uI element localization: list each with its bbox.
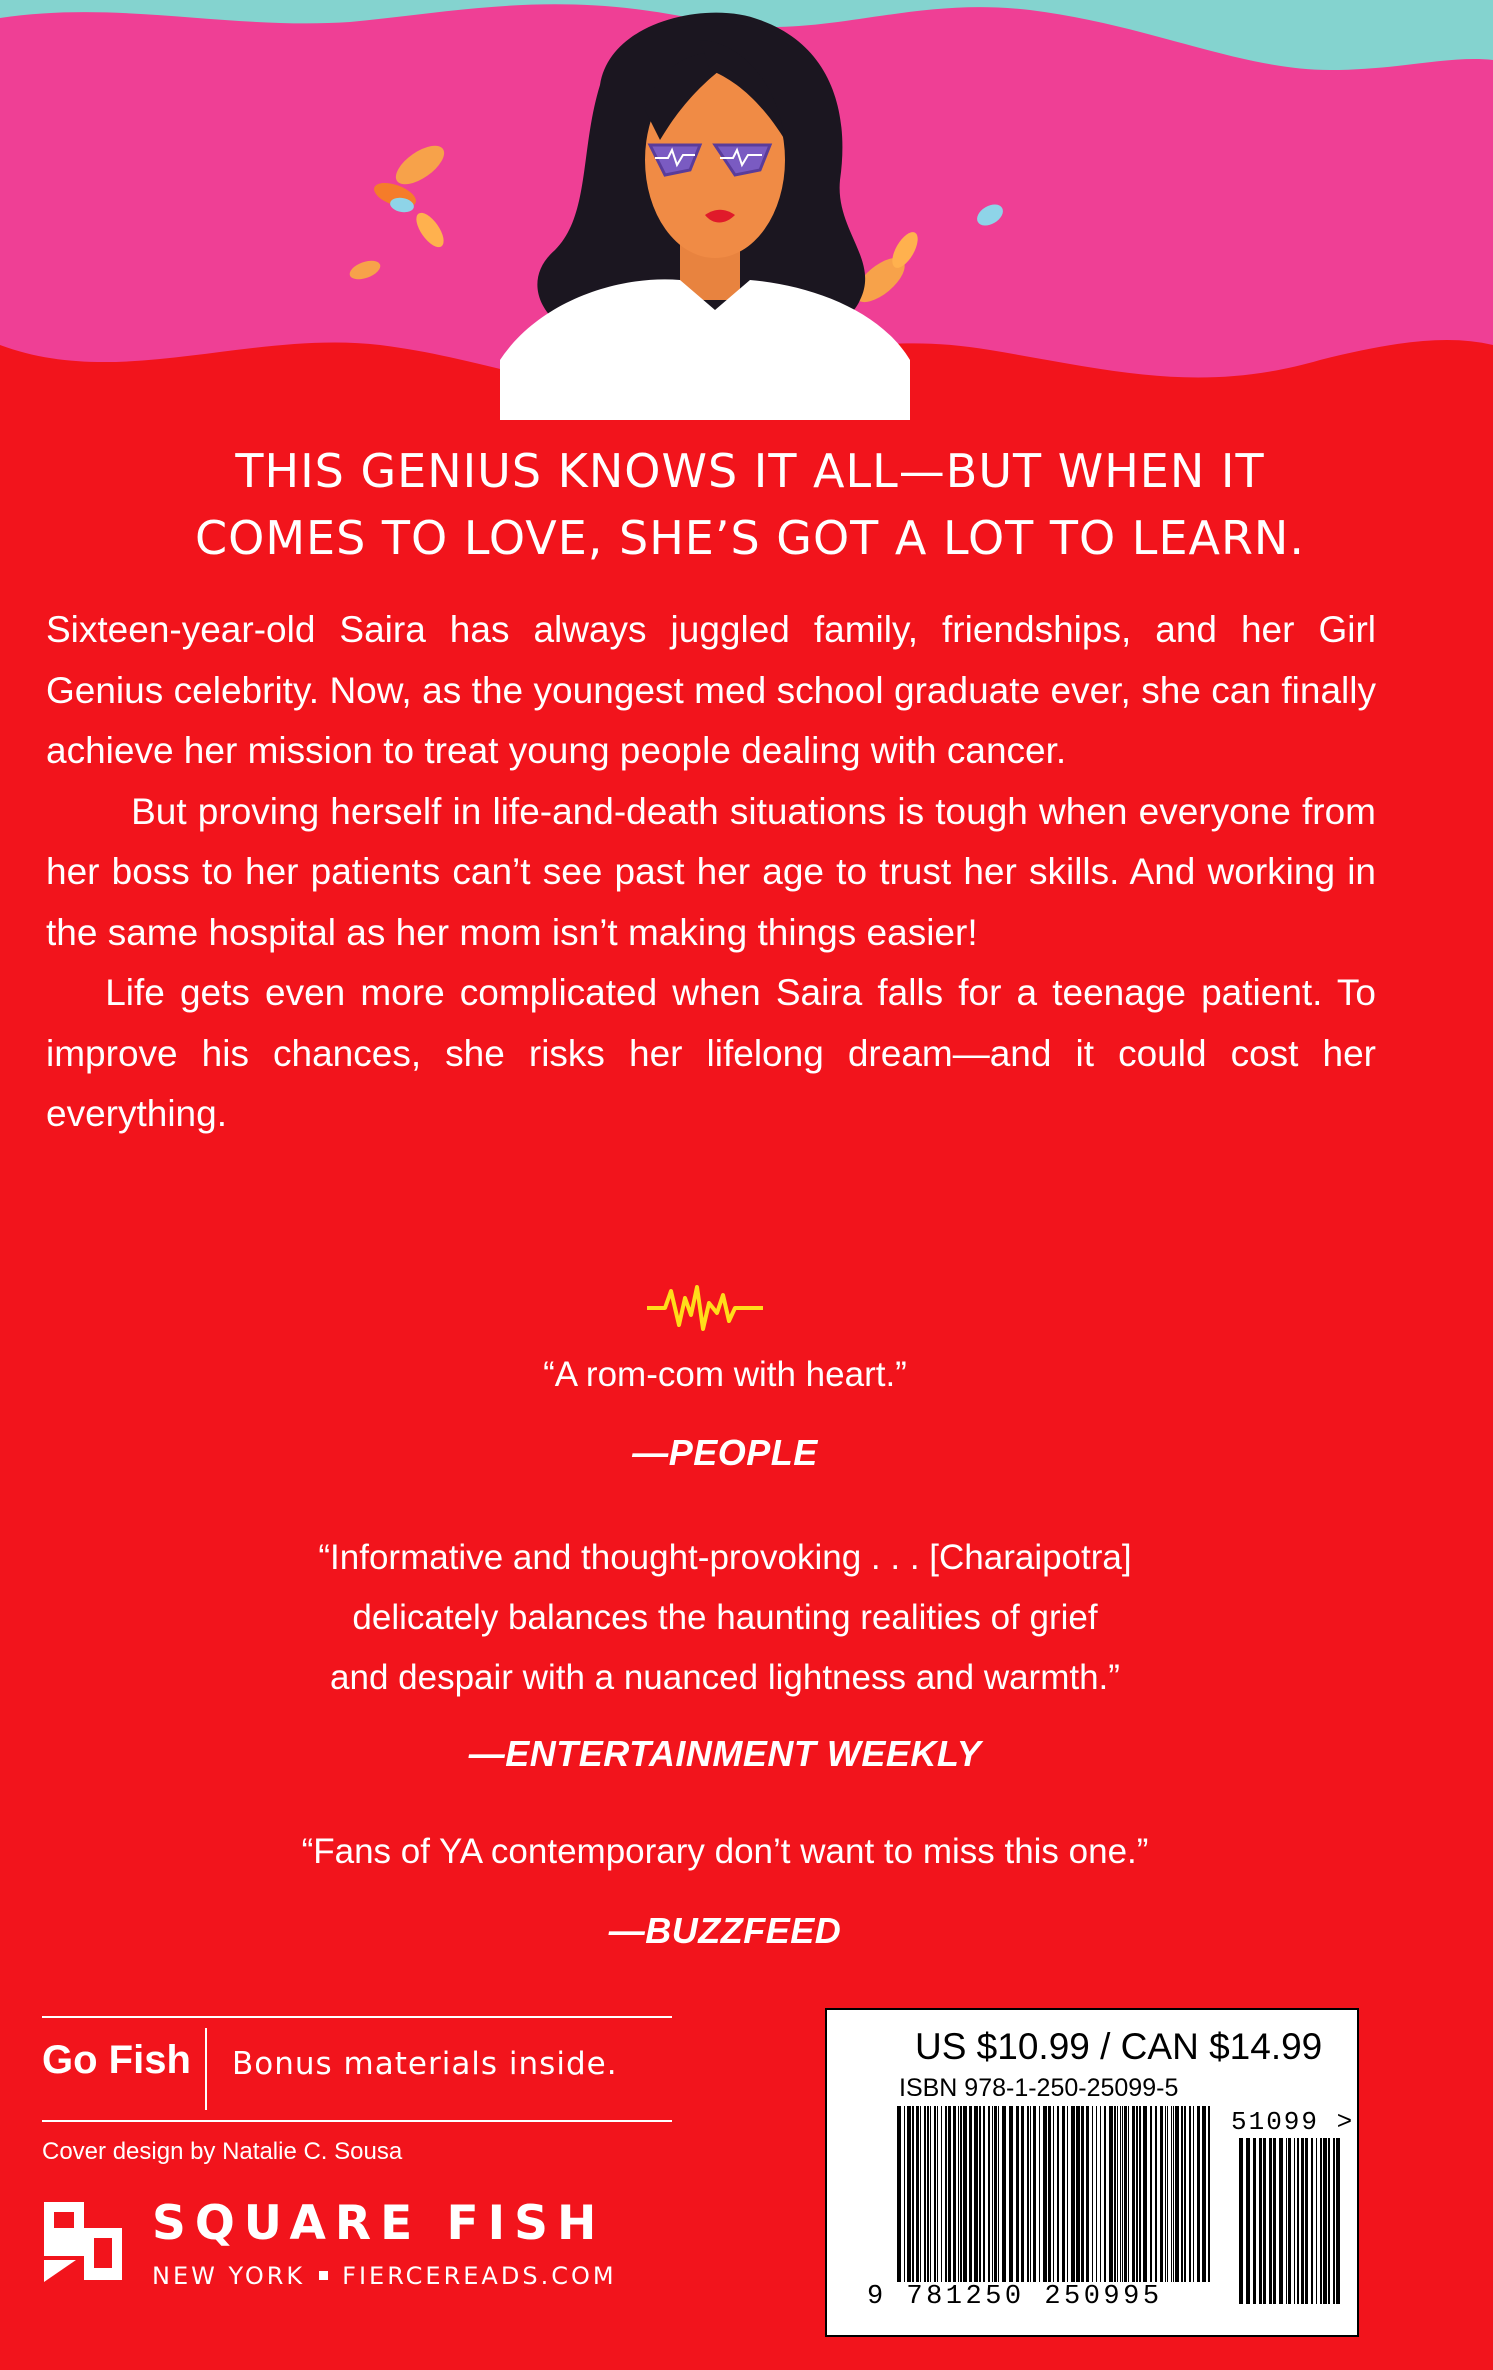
description-paragraph: But proving herself in life-and-death situations is tough when everyone from her boss to her patients can’t see past her age to trust her skills. And working in the same hospital as her mom isn’t making things easier! — [46, 790, 1376, 953]
barcode-bar — [1109, 2106, 1113, 2282]
barcode-bar — [979, 2106, 981, 2282]
barcode-bar — [1096, 2106, 1097, 2282]
barcode-bar — [924, 2106, 926, 2282]
barcode-bar — [1043, 2106, 1047, 2282]
barcode-bar — [1269, 2138, 1272, 2304]
barcode-bar — [927, 2106, 929, 2282]
barcode-bar — [1016, 2106, 1019, 2282]
review-source: —BUZZFEED — [608, 1910, 842, 1951]
separator-dot — [319, 2271, 328, 2280]
tagline — [100, 438, 1400, 572]
barcode-bar — [1208, 2106, 1210, 2282]
go-fish-text: Bonus materials inside. — [232, 2046, 618, 2082]
barcode-bar — [1193, 2106, 1194, 2282]
barcode-bar — [1048, 2106, 1051, 2282]
review-quote-line: and despair with a nuanced lightness and warmth.” — [330, 1658, 1120, 1697]
barcode-bar — [1002, 2106, 1006, 2282]
review-quote-line: delicately balances the haunting realities of grief — [352, 1598, 1098, 1637]
barcode-bar — [1128, 2106, 1129, 2282]
review-source: —PEOPLE — [632, 1432, 818, 1473]
barcode-bar — [1143, 2106, 1147, 2282]
cover-credit: Cover design by Natalie C. Sousa — [42, 2138, 403, 2165]
barcode-bar — [1114, 2106, 1116, 2282]
barcode-bar — [1253, 2138, 1256, 2304]
barcode-bar — [1067, 2106, 1068, 2282]
barcode-bar — [1197, 2106, 1200, 2282]
review-quote: “A rom-com with heart.” — [543, 1355, 907, 1394]
barcode-bar — [1136, 2106, 1138, 2282]
barcode-bar — [904, 2106, 905, 2282]
barcode-bar — [960, 2106, 962, 2282]
barcode-bar — [1328, 2138, 1330, 2304]
barcode-bar — [1062, 2106, 1065, 2282]
barcode-bar — [1104, 2106, 1106, 2282]
barcode-bar — [1171, 2106, 1172, 2282]
barcode-bar — [1189, 2106, 1191, 2282]
heartbeat-icon — [645, 1283, 765, 1333]
barcode-bar — [945, 2106, 947, 2282]
barcode-bar — [1057, 2106, 1059, 2282]
tagline-line-2: COMES TO LOVE, SHE’S GOT A LOT TO LEARN. — [195, 511, 1305, 565]
barcode-bar — [1167, 2106, 1168, 2282]
review-quote: “Fans of YA contemporary don’t want to miss this one.” — [301, 1832, 1149, 1871]
barcode-bar — [1301, 2138, 1304, 2304]
barcode-bar — [1288, 2138, 1291, 2304]
barcode-bar — [1184, 2106, 1186, 2282]
barcode-bar — [958, 2106, 959, 2282]
barcode-bar — [1117, 2106, 1118, 2282]
square-fish-logo-icon — [40, 2198, 126, 2284]
barcode-bar — [897, 2106, 901, 2282]
barcode-bar — [1165, 2106, 1166, 2282]
barcode-bar — [988, 2106, 990, 2282]
barcode-bar — [969, 2106, 972, 2282]
barcode-bar — [1021, 2106, 1024, 2282]
go-fish-label: Go Fish — [42, 2038, 191, 2082]
review-quote — [100, 1528, 1350, 1708]
barcode-digits: 9 781250 250995 — [867, 2282, 1163, 2312]
barcode-bar — [912, 2106, 914, 2282]
publisher-website: FIERCEREADS.COM — [342, 2262, 617, 2290]
publisher-city: NEW YORK — [152, 2262, 306, 2290]
barcode-bar — [930, 2106, 931, 2282]
barcode-bar — [974, 2106, 978, 2282]
barcode-bar — [1259, 2138, 1262, 2304]
tagline-line-1: THIS GENIUS KNOWS IT ALL—BUT WHEN IT — [235, 444, 1265, 498]
barcode-bar — [1333, 2138, 1335, 2304]
barcode-bar — [1139, 2106, 1141, 2282]
barcode-bar — [916, 2106, 919, 2282]
barcode-bar — [1336, 2138, 1340, 2304]
barcode-bar — [1124, 2106, 1127, 2282]
price-addon-digits: 51099 > — [1231, 2107, 1355, 2137]
description-paragraph: Sixteen-year-old Saira has always juggled family, friendships, and her Girl Genius celebrity. Now, as the youngest med school graduate ever, she can finally achieve her mission to treat young people dealing with cancer. — [46, 609, 1376, 771]
barcode-bar — [983, 2106, 985, 2282]
barcode-bar — [1100, 2106, 1101, 2282]
price-barcode — [1239, 2138, 1343, 2304]
barcode-bar — [1305, 2138, 1308, 2304]
barcode-bar — [1076, 2106, 1080, 2282]
barcode-bar — [1273, 2138, 1276, 2304]
book-description — [46, 600, 1376, 1145]
publisher-name: SQUARE FISH — [152, 2196, 606, 2251]
barcode-bar — [1120, 2106, 1121, 2282]
divider — [205, 2028, 207, 2110]
barcode-panel — [825, 2008, 1359, 2337]
barcode-bar — [948, 2106, 951, 2282]
barcode-bar — [1239, 2138, 1243, 2304]
barcode-bar — [1311, 2138, 1313, 2304]
barcode-bar — [937, 2106, 938, 2282]
barcode-bar — [1297, 2138, 1299, 2304]
barcode-bar — [1122, 2106, 1123, 2282]
barcode-bar — [963, 2106, 967, 2282]
barcode-bar — [998, 2106, 999, 2282]
isbn-label: ISBN 978-1-250-25099-5 — [899, 2074, 1179, 2102]
review-quote-line: “Informative and thought-provoking . . . [Charaipotra] — [318, 1538, 1132, 1577]
description-paragraph: Life gets even more complicated when Saira falls for a teenage patient. To improve his chances, she risks her lifelong dream—and it could cost her everything. — [46, 972, 1376, 1134]
barcode-bar — [1053, 2106, 1054, 2282]
barcode-bar — [1086, 2106, 1089, 2282]
barcode-bar — [941, 2106, 942, 2282]
barcode-bar — [1316, 2138, 1317, 2304]
barcode-bar — [1027, 2106, 1029, 2282]
barcode-bar — [1039, 2106, 1040, 2282]
barcode-bar — [1030, 2106, 1031, 2282]
barcode-bar — [1033, 2106, 1036, 2282]
barcode-bar — [920, 2106, 921, 2282]
cover-illustration — [0, 0, 1493, 420]
price-label: US $10.99 / CAN $14.99 — [915, 2026, 1323, 2067]
barcode-bar — [1181, 2106, 1183, 2282]
barcode-bar — [1263, 2138, 1266, 2304]
barcode-bar — [1294, 2138, 1295, 2304]
isbn-barcode — [897, 2106, 1215, 2282]
barcode-bar — [1175, 2106, 1179, 2282]
barcode-bar — [1202, 2106, 1206, 2282]
barcode-bar — [1071, 2106, 1075, 2282]
go-fish-banner — [42, 2016, 672, 2122]
review-source: —ENTERTAINMENT WEEKLY — [468, 1733, 982, 1774]
barcode-bar — [1286, 2138, 1287, 2304]
barcode-bar — [1323, 2138, 1327, 2304]
barcode-bar — [953, 2106, 956, 2282]
barcode-bar — [934, 2106, 936, 2282]
barcode-bar — [1173, 2106, 1174, 2282]
publisher-details — [152, 2262, 617, 2290]
barcode-bar — [1155, 2106, 1157, 2282]
barcode-bar — [1279, 2138, 1283, 2304]
barcode-bar — [907, 2106, 911, 2282]
barcode-bar — [994, 2106, 997, 2282]
barcode-bar — [1009, 2106, 1013, 2282]
barcode-bar — [1320, 2138, 1322, 2304]
barcode-bar — [1246, 2138, 1250, 2304]
barcode-bar — [1081, 2106, 1084, 2282]
barcode-bar — [1132, 2106, 1135, 2282]
barcode-bar — [1160, 2106, 1163, 2282]
barcode-bar — [992, 2106, 993, 2282]
barcode-bar — [1150, 2106, 1152, 2282]
barcode-bar — [1092, 2106, 1093, 2282]
